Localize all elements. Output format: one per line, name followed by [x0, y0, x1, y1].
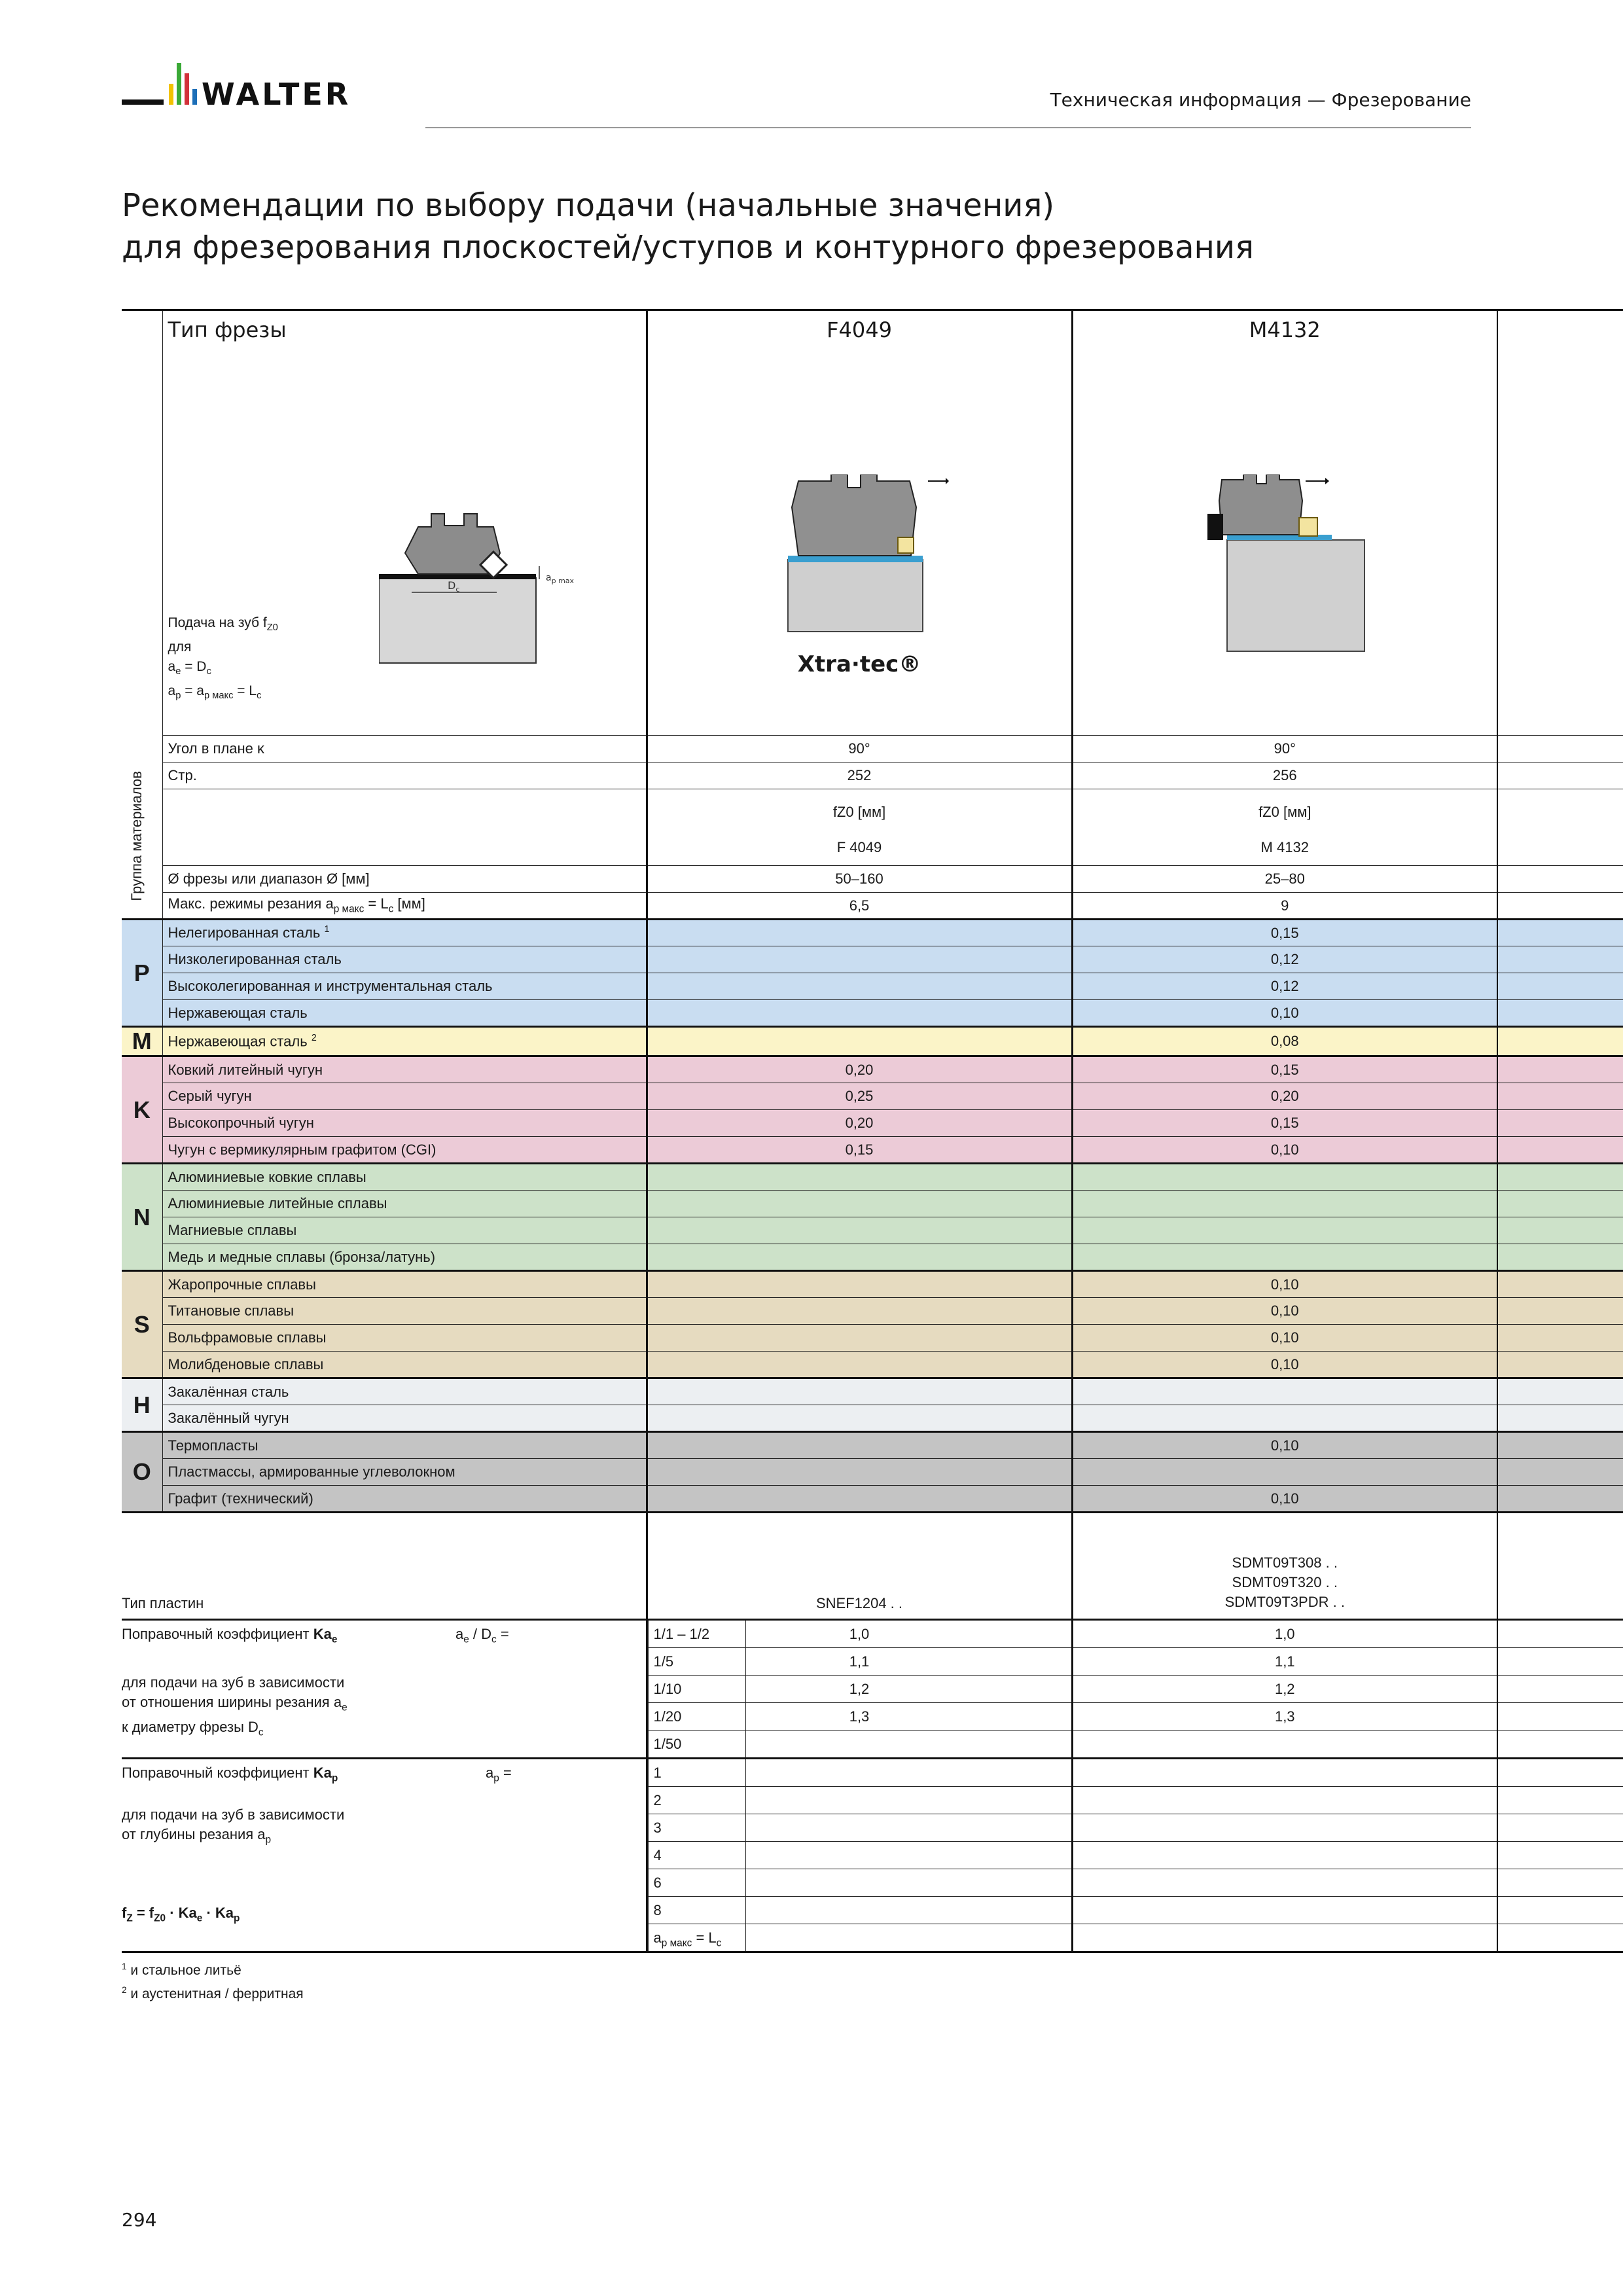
cutter-m4132-code: M4132 [1249, 317, 1321, 342]
angle-row [122, 736, 1623, 762]
f4049-feed-value [647, 1325, 1072, 1352]
feed-definition-text: Подача на зуб $f_{Z0}$ для $a_e = D_c$ $a_p = a_{p макс} = L_c$ [168, 615, 278, 702]
material-name: Высокопрочный чугун [162, 1110, 647, 1137]
header-divider [425, 127, 1471, 128]
logo-bar-yellow [169, 84, 173, 105]
m4132-feed-value [1072, 1217, 1497, 1244]
cutter-m4132-image [1207, 475, 1378, 658]
kap-values-f4049: 3 [647, 1814, 1072, 1842]
section-header: Техническая информация — Фрезерование [1050, 89, 1471, 111]
insert-row [122, 1513, 1623, 1620]
f4049-feed-value [647, 946, 1072, 973]
material-row [122, 1432, 1623, 1459]
m4132-feed-value: 0,10 [1072, 1352, 1497, 1378]
m4132-feed-value: 0,20 [1072, 1083, 1497, 1110]
m4132-feed-value: 0,10 [1072, 1325, 1497, 1352]
diameter-row [122, 866, 1623, 893]
material-name: Жаропрочные сплавы [162, 1271, 647, 1298]
m4132-feed-value: 0,10 [1072, 1271, 1497, 1298]
svg-text:ap max: $a_{p max}$ [545, 573, 574, 585]
m4132-feed-value: 0,10 [1072, 1298, 1497, 1325]
max-ap-label: Макс. режимы резания $a_{p макс} = L_c$ [мм] [162, 893, 647, 920]
cutter-m4132-header [1072, 310, 1497, 736]
footnote-ref: 2 [311, 1032, 317, 1043]
page-title-line-2: для фрезерования плоскостей/уступов и контурного фрезерования [122, 229, 1254, 266]
f4049-angle: 90° [647, 736, 1072, 762]
material-row [122, 1459, 1623, 1486]
material-row [122, 1244, 1623, 1271]
f4049-feed-value [647, 1486, 1072, 1513]
svg-text:Dc: $D_c$ [447, 579, 459, 594]
kap-row [122, 1759, 1623, 1787]
material-group-o: O [122, 1432, 162, 1513]
footnote-2: $^2$ и аустенитная / ферритная [122, 1985, 304, 2001]
kap-values-f4049: 8 [647, 1897, 1072, 1924]
logo-bar-green [177, 63, 181, 105]
m4132-angle: 90° [1072, 736, 1497, 762]
m4132-feed-value [1072, 1191, 1497, 1217]
f4049-feed-value [647, 1027, 1072, 1056]
material-group-label: Группа материалов [128, 771, 145, 901]
logo-bar-blue [192, 89, 197, 105]
feed-formula: $f_Z = f_{Z0} \cdot Ka_e \cdot Ka_p$ [122, 1905, 240, 1924]
material-name: Нержавеющая сталь $^2$ [162, 1027, 647, 1056]
material-name: Медь и медные сплавы (бронза/латунь) [162, 1244, 647, 1271]
page-ref-row [122, 762, 1623, 789]
kae-values-f4049: 1/10 1,2 [647, 1676, 1072, 1703]
material-row [122, 1000, 1623, 1027]
m4132-feed-value: 0,10 [1072, 1486, 1497, 1513]
material-name: Ковкий литейный чугун [162, 1056, 647, 1083]
cutter-type-cell [162, 310, 647, 736]
f4049-feed-value: 0,20 [647, 1110, 1072, 1137]
f4049-feed-value: 0,25 [647, 1083, 1072, 1110]
kae-value-m4132: 1,0 [1072, 1620, 1497, 1648]
material-group-s: S [122, 1271, 162, 1378]
material-name: Алюминиевые ковкие сплавы [162, 1164, 647, 1191]
material-name: Титановые сплавы [162, 1298, 647, 1325]
kae-values-f4049: 1/20 1,3 [647, 1703, 1072, 1731]
f4049-feed-value: 0,20 [647, 1056, 1072, 1083]
milling-diagram-icon [379, 501, 595, 664]
f4049-insert: SNEF1204 . . [647, 1513, 1072, 1620]
kae-values-f4049: 1/5 1,1 [647, 1648, 1072, 1676]
fz-unit-row [122, 789, 1623, 866]
xtratec-badge: Xtra·tec® [797, 651, 921, 677]
f4049-diameter: 50–160 [647, 866, 1072, 893]
m4132-feed-value: 0,15 [1072, 920, 1497, 946]
diameter-label: Ø фрезы или диапазон Ø [мм] [162, 866, 647, 893]
kae-values-f4049: 1/1 – 1/2 1,0 [647, 1620, 1072, 1648]
m4132-feed-value [1072, 1244, 1497, 1271]
f4049-feed-value [647, 1298, 1072, 1325]
m4132-feed-value: 0,15 [1072, 1056, 1497, 1083]
m4132-feed-value: 0,10 [1072, 1137, 1497, 1164]
material-name: Нелегированная сталь $^1$ [162, 920, 647, 946]
material-name: Высоколегированная и инструментальная сталь [162, 973, 647, 1000]
m4132-feed-value: 0,10 [1072, 1000, 1497, 1027]
material-name: Алюминиевые литейные сплавы [162, 1191, 647, 1217]
material-row [122, 1325, 1623, 1352]
f4049-feed-value [647, 1432, 1072, 1459]
group-label-cell [122, 310, 162, 920]
kae-value-m4132: 1,2 [1072, 1676, 1497, 1703]
material-group-n: N [122, 1164, 162, 1271]
material-name: Закалённый чугун [162, 1405, 647, 1432]
f4049-feed-value [647, 1271, 1072, 1298]
material-group-k: K [122, 1056, 162, 1164]
material-row [122, 1164, 1623, 1191]
logo-bar-red [185, 73, 189, 105]
insert-label: Тип пластин [122, 1513, 647, 1620]
material-name: Молибденовые сплавы [162, 1352, 647, 1378]
materials-body [122, 920, 1623, 1513]
feed-recommendation-table [122, 309, 1623, 1953]
f4049-feed-value [647, 1244, 1072, 1271]
kae-value-m4132: 1,3 [1072, 1703, 1497, 1731]
page-title-line-1: Рекомендации по выбору подачи (начальные значения) [122, 187, 1055, 224]
cutter-f4049-image [785, 475, 949, 638]
material-name: Серый чугун [162, 1083, 647, 1110]
kap-values-f4049: 1 [647, 1759, 1072, 1787]
material-group-m: M [122, 1027, 162, 1056]
cutter-f4049-code: F4049 [827, 317, 892, 342]
material-group-h: H [122, 1378, 162, 1432]
f4049-feed-value [647, 920, 1072, 946]
material-row [122, 946, 1623, 973]
m4132-fz-header: fZ0 [мм] M 4132 [1072, 789, 1497, 866]
kae-description: Поправочный коэффициент $Ka_e$ $a_e / D_c$ = для подачи на зуб в зависимости от отношения ширины резания $a_e$ к диаметру фрезы $D_c$ [122, 1620, 647, 1759]
material-name: Чугун с вермикулярным графитом (CGI) [162, 1137, 647, 1164]
material-name: Пластмассы, армированные углеволокном [162, 1459, 647, 1486]
f4049-page: 252 [647, 762, 1072, 789]
m4132-diameter: 25–80 [1072, 866, 1497, 893]
m4132-page: 256 [1072, 762, 1497, 789]
kap-values-f4049: 2 [647, 1787, 1072, 1814]
material-name: Графит (технический) [162, 1486, 647, 1513]
kae-row [122, 1620, 1623, 1648]
material-name: Термопласты [162, 1432, 647, 1459]
material-row [122, 920, 1623, 946]
material-row [122, 1298, 1623, 1325]
material-name: Вольфрамовые сплавы [162, 1325, 647, 1352]
walter-logo [122, 60, 397, 126]
material-row [122, 1378, 1623, 1405]
m4132-feed-value: 0,15 [1072, 1110, 1497, 1137]
correction-body [122, 1513, 1623, 1952]
kap-values-f4049: 6 [647, 1869, 1072, 1897]
material-row [122, 1110, 1623, 1137]
kap-values-f4049: 4 [647, 1842, 1072, 1869]
material-row [122, 1271, 1623, 1298]
f4049-feed-value [647, 1217, 1072, 1244]
m4132-feed-value [1072, 1378, 1497, 1405]
f4049-feed-value [647, 1164, 1072, 1191]
material-name: Магниевые сплавы [162, 1217, 647, 1244]
material-row [122, 1027, 1623, 1056]
page-ref-label: Стр. [162, 762, 647, 789]
material-row [122, 1083, 1623, 1110]
f4049-max-ap: 6,5 [647, 893, 1072, 920]
f4049-feed-value [647, 1405, 1072, 1432]
material-row [122, 1405, 1623, 1432]
logo-text: WALTER [202, 77, 351, 112]
m4132-max-ap: 9 [1072, 893, 1497, 920]
f4049-feed-value [647, 1352, 1072, 1378]
material-name: Низколегированная сталь [162, 946, 647, 973]
m4132-feed-value: 0,08 [1072, 1027, 1497, 1056]
material-row [122, 1191, 1623, 1217]
kap-values-f4049: $a_{p макс} = L_c$ [647, 1924, 1072, 1952]
kap-description: Поправочный коэффициент $Ka_p$ $a_p$ = для подачи на зуб в зависимости от глубины резания $a_p$ $f_Z = f_{Z0} \cdot Ka_e \cdot Ka_p$ [122, 1759, 647, 1952]
cutter-type-label: Тип фрезы [168, 317, 287, 342]
f4049-feed-value: 0,15 [647, 1137, 1072, 1164]
max-ap-row [122, 893, 1623, 920]
material-row [122, 1137, 1623, 1164]
m4132-insert: SDMT09T308 . . SDMT09T320 . . SDMT09T3PDR . . [1072, 1513, 1497, 1620]
f4049-feed-value [647, 1191, 1072, 1217]
f4049-feed-value [647, 973, 1072, 1000]
angle-label: Угол в плане κ [162, 736, 647, 762]
m4132-feed-value: 0,10 [1072, 1432, 1497, 1459]
f4049-fz-header: fZ0 [мм] F 4049 [647, 789, 1072, 866]
m4132-feed-value: 0,12 [1072, 973, 1497, 1000]
material-row [122, 1352, 1623, 1378]
material-name: Закалённая сталь [162, 1378, 647, 1405]
cutter-f4049-header [647, 310, 1072, 736]
m4132-feed-value [1072, 1459, 1497, 1486]
material-row [122, 1217, 1623, 1244]
f4049-feed-value [647, 1000, 1072, 1027]
footnote-1: $^1$ и стальное литьё [122, 1962, 241, 1978]
m4132-feed-value [1072, 1164, 1497, 1191]
cutter-header-row [122, 310, 1623, 736]
material-row [122, 1486, 1623, 1513]
kae-value-m4132: 1,1 [1072, 1648, 1497, 1676]
m4132-feed-value [1072, 1405, 1497, 1432]
material-row [122, 973, 1623, 1000]
footnote-ref: 1 [324, 924, 330, 935]
page-number: 294 [122, 2209, 157, 2231]
material-name: Нержавеющая сталь [162, 1000, 647, 1027]
material-group-p: P [122, 920, 162, 1027]
f4049-feed-value [647, 1459, 1072, 1486]
kae-values-f4049: 1/50 [647, 1731, 1072, 1759]
f4049-feed-value [647, 1378, 1072, 1405]
material-row [122, 1056, 1623, 1083]
m4132-feed-value: 0,12 [1072, 946, 1497, 973]
kae-value-m4132 [1072, 1731, 1497, 1759]
footnotes [122, 1957, 304, 2004]
